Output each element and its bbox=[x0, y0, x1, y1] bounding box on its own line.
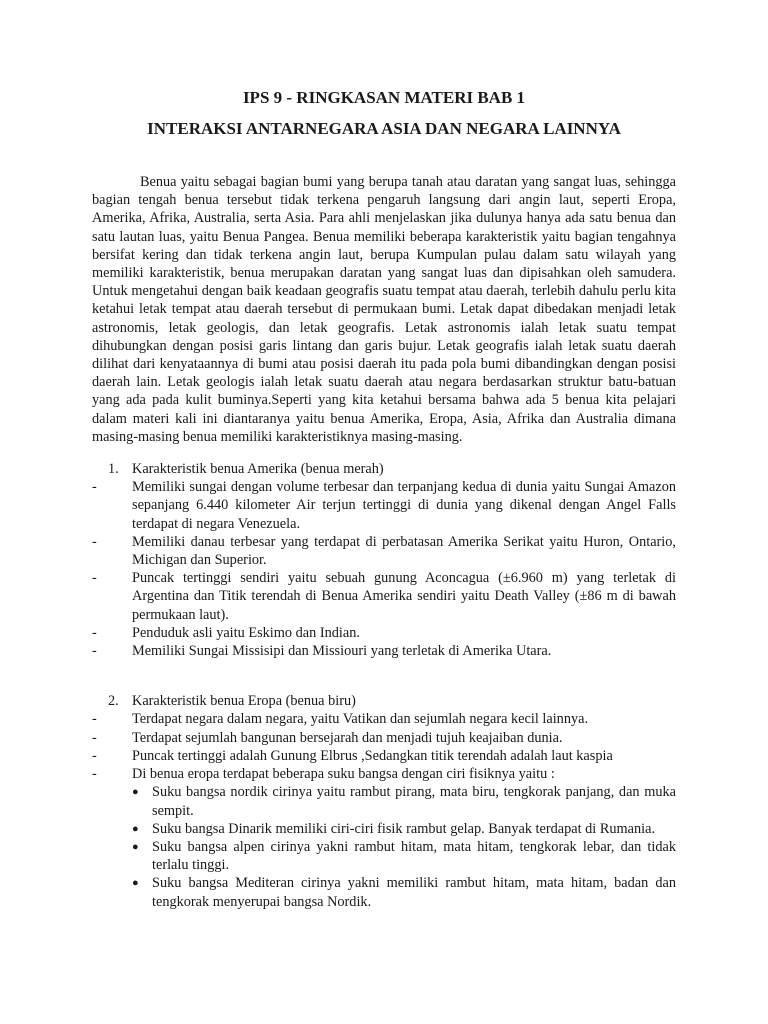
characteristic-list bbox=[92, 710, 676, 783]
section-heading-text: Karakteristik benua Eropa (benua biru) bbox=[132, 693, 356, 710]
bullet-item-text: Suku bangsa nordik cirinya yaitu rambut pirang, mata biru, tengkorak panjang, dan muka sempit. bbox=[152, 784, 676, 819]
list-item bbox=[92, 478, 676, 533]
characteristic-list bbox=[92, 478, 676, 660]
bullet-dot-icon: ● bbox=[132, 840, 139, 853]
bullet-item bbox=[132, 820, 676, 838]
bullet-item-text: Suku bangsa Dinarik memiliki ciri-ciri fisik rambut gelap. Banyak terdapat di Rumania. bbox=[152, 820, 656, 837]
section-number: 1. bbox=[108, 461, 119, 478]
dash-marker: - bbox=[92, 729, 97, 746]
list-item bbox=[92, 765, 676, 783]
section-heading bbox=[92, 460, 676, 478]
dash-marker: - bbox=[92, 624, 97, 641]
dash-marker: - bbox=[92, 570, 97, 587]
dash-marker: - bbox=[92, 643, 97, 660]
dash-marker: - bbox=[92, 766, 97, 783]
list-item-text: Puncak tertinggi sendiri yaitu sebuah gunung Aconcagua (±6.960 m) yang terletak di Argentina dan Titik terendah di Benua Amerika sendiri yaitu Death Valley (±86 m di bawah permukaan laut). bbox=[132, 570, 676, 623]
bullet-item bbox=[132, 838, 676, 874]
bullet-item bbox=[132, 874, 676, 910]
section-amerika bbox=[92, 460, 676, 660]
section-heading-text: Karakteristik benua Amerika (benua merah) bbox=[132, 461, 384, 478]
bullet-dot-icon: ● bbox=[132, 822, 139, 835]
bullet-item bbox=[132, 783, 676, 819]
document-subtitle: INTERAKSI ANTARNEGARA ASIA DAN NEGARA LAINNYA bbox=[147, 119, 621, 138]
bullet-dot-icon: ● bbox=[132, 877, 139, 890]
list-item bbox=[92, 624, 676, 642]
dash-marker: - bbox=[92, 747, 97, 764]
section-spacer bbox=[92, 660, 676, 692]
section-number: 2. bbox=[108, 693, 119, 710]
section-heading bbox=[92, 692, 676, 710]
section-eropa bbox=[92, 692, 676, 910]
document-title: IPS 9 - RINGKASAN MATERI BAB 1 bbox=[242, 88, 526, 107]
list-item bbox=[92, 729, 676, 747]
list-item-text: Memiliki sungai dengan volume terbesar dan terpanjang kedua di dunia yaitu Sungai Amazon sepanjang 6.440 kilometer Air terjun tertinggi di dunia yang dikenal dengan Angel Falls terdapat di negara Venezuela. bbox=[132, 479, 676, 532]
list-item-text: Terdapat sejumlah bangunan bersejarah dan menjadi tujuh keajaiban dunia. bbox=[132, 729, 563, 746]
bullet-dot-icon: ● bbox=[132, 786, 139, 799]
dash-marker: - bbox=[92, 711, 97, 728]
list-item-text: Puncak tertinggi adalah Gunung Elbrus ,Sedangkan titik terendah adalah laut kaspia bbox=[132, 747, 613, 764]
list-item bbox=[92, 710, 676, 728]
list-item-text: Memiliki Sungai Missisipi dan Missiouri yang terletak di Amerika Utara. bbox=[132, 643, 552, 660]
list-item-text: Di benua eropa terdapat beberapa suku bangsa dengan ciri fisiknya yaitu : bbox=[132, 766, 555, 783]
bullet-item-text: Suku bangsa Mediteran cirinya yakni memiliki rambut hitam, mata hitam, badan dan tengkorak menyerupai bangsa Nordik. bbox=[152, 875, 676, 910]
list-item-text: Memiliki danau terbesar yang terdapat di perbatasan Amerika Serikat yaitu Huron, Ontario, Michigan dan Superior. bbox=[132, 533, 676, 569]
list-item-text: Penduduk asli yaitu Eskimo dan Indian. bbox=[132, 624, 360, 641]
bullet-item-text: Suku bangsa alpen cirinya yakni rambut hitam, mata hitam, tengkorak lebar, dan tidak terlalu tinggi. bbox=[152, 838, 676, 874]
intro-paragraph: Benua yaitu sebagai bagian bumi yang berupa tanah atau daratan yang sangat luas, sehingga bagian tengah benua tersebut tidak terkena pengaruh langsung dari angin laut, seperti Eropa, Amerika, Afrika, Australia, serta Asia. Para ahli menjelaskan jika dulunya hanya ada satu benua dan satu lautan luas, yaitu Benua Pangea. Benua memiliki beberapa karakteristik yaitu bagian tengahnya bersifat kering dan tidak terkena angin laut, berupa Kumpulan pulau dalam satu wilayah yang memiliki karakteristik, benua merupakan daratan yang sangat luas dan dipisahkan oleh samudera. Untuk mengetahui dengan baik keadaan geografis suatu tempat atau daerah, terlebih dahulu perlu kita ketahui letak tempat atau daerah tersebut di permukaan bumi. Letak dapat dibedakan menjadi letak astronomis, letak geologis, dan letak geografis. Letak astronomis ialah letak suatu tempat dihubungkan dengan posisi garis lintang dan garis bujur. Letak geografis ialah letak suatu daerah dilihat dari kenyataannya di bumi atau posisi daerah itu pada pola bumi dibandingkan dengan posisi daerah lain. Letak geologis ialah letak suatu daerah atau negara berdasarkan struktur batu-batuan yang ada pada kulit buminya.Seperti yang kita ketahui bersama bahwa ada 5 benua kita pelajari dalam materi kali ini diantaranya yaitu benua Amerika, Eropa, Asia, Afrika dan Australia dimana masing-masing benua memiliki karakteristiknya masing-masing. bbox=[92, 174, 676, 445]
list-item bbox=[92, 569, 676, 624]
list-item bbox=[92, 642, 676, 660]
dash-marker: - bbox=[92, 533, 97, 550]
dash-marker: - bbox=[92, 479, 97, 496]
list-item bbox=[92, 533, 676, 569]
list-item bbox=[92, 747, 676, 765]
list-item-text: Terdapat negara dalam negara, yaitu Vatikan dan sejumlah negara kecil lainnya. bbox=[132, 711, 589, 728]
ethnic-group-list bbox=[92, 783, 676, 910]
